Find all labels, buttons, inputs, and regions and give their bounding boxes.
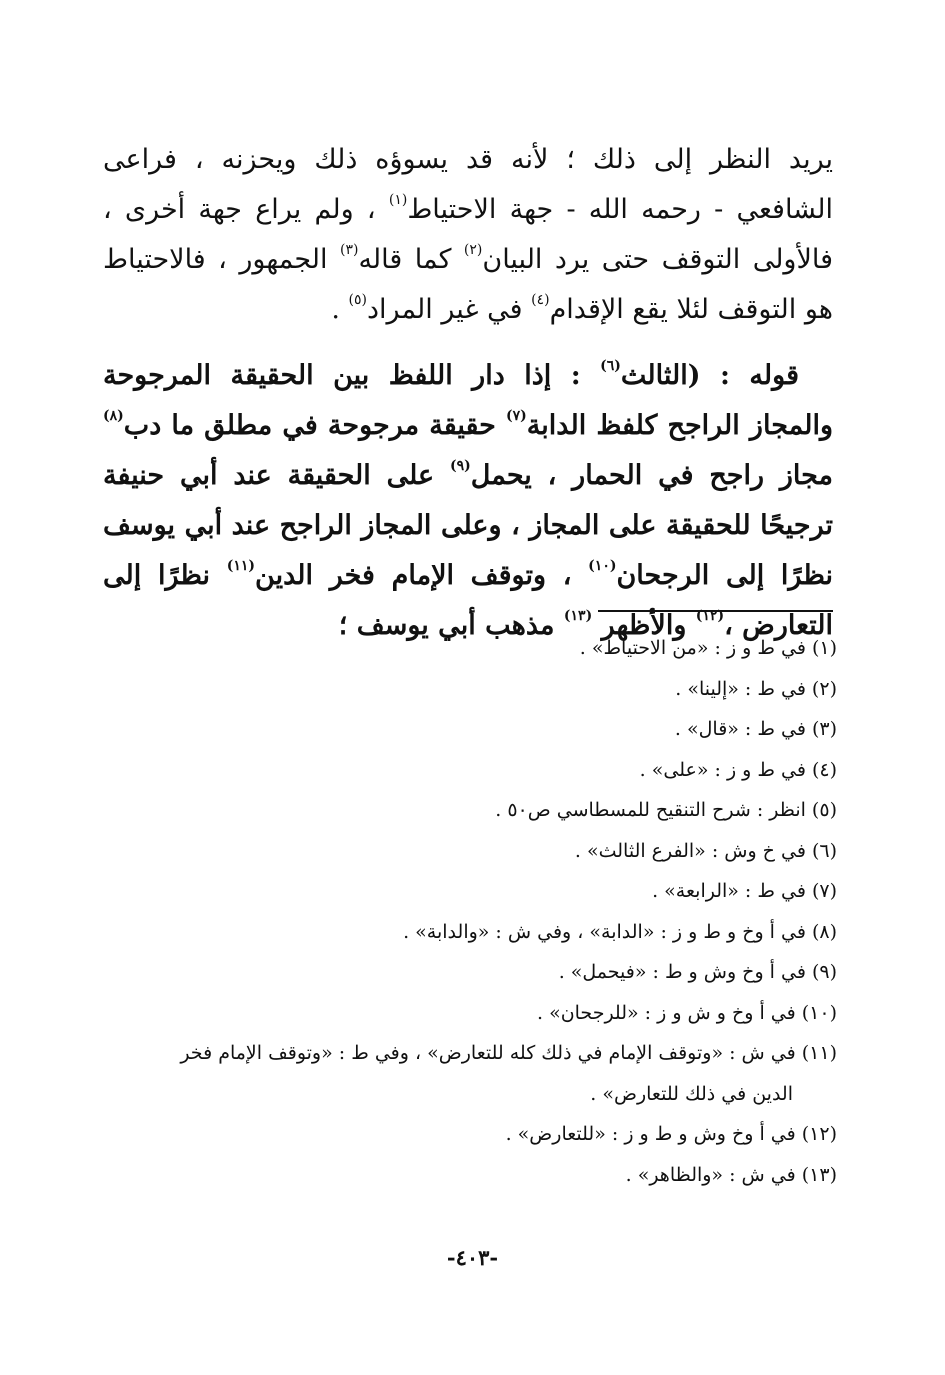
text-run: الجمهور ، فالاحتياط هو التوقف لئلا يقع الإقدام	[103, 244, 833, 325]
footnote: (٤) في ط و ز : «على» .	[639, 758, 837, 781]
footnote-ref-2: (٢)	[463, 242, 483, 258]
footnote: (٢) في ط : «إلينا» .	[675, 677, 837, 700]
text-run: في غير المراد	[367, 294, 532, 325]
footnote-ref-8: (٨)	[103, 408, 124, 424]
text-run: مجاز راجح في الحمار ، يحمل	[470, 460, 833, 491]
text-run: ، ولم يراع جهة أخرى ، فالأولى التوقف حتى يرد البيان	[103, 194, 833, 275]
footnote-ref-9: (٩)	[449, 458, 471, 474]
text-run: ، وتوقف الإمام فخر الدين	[255, 560, 589, 591]
footnote-ref-13: (١٣)	[563, 608, 593, 624]
footnote-ref-6: (٦)	[600, 358, 621, 374]
footnote: (٥) انظر : شرح التنقيح للمسطاسي ص٥٠ .	[495, 799, 837, 821]
footnote-separator	[598, 610, 833, 612]
text-run: نظرًا إلى التعارض ،	[103, 560, 833, 641]
main-text	[103, 135, 833, 651]
text-run: .	[331, 294, 349, 325]
footnote: (٦) في خ وش : «الفرع الثالث» .	[574, 839, 837, 862]
text-run: : إذا دار اللفظ بين الحقيقة المرجوحة والمجاز الراجح كلفظ الدابة	[103, 360, 833, 441]
paragraph-1	[103, 135, 833, 335]
footnote-ref-3: (٣)	[339, 242, 359, 258]
footnote-ref-10: (١٠)	[588, 558, 617, 574]
footnote: (٨) في أ وخ و ط و ز : «الدابة» ، وفي ش : «والدابة» .	[403, 920, 837, 943]
footnote: (١٣) في ش : «والظاهر» .	[625, 1163, 837, 1186]
footnote: (١٢) في أ وخ وش و ط و ز : «للتعارض» .	[505, 1123, 837, 1145]
text-run: حقيقة مرجوحة في مطلق ما دب	[123, 410, 507, 441]
footnote: (٧) في ط : «الرابعة» .	[652, 880, 837, 902]
footnote: (١٠) في أ وخ و ش و ز : «للرجحان» .	[536, 1001, 837, 1024]
footnote: (١) في ط و ز : «من الاحتياط» .	[579, 637, 837, 659]
text-run: كما قاله	[358, 244, 464, 275]
footnote-ref-1: (١)	[388, 192, 408, 208]
text-run: قوله : (الثالث	[620, 360, 799, 391]
text-run: على الحقيقة عند أبي حنيفة ترجيحًا للحقيقة على المجاز ، وعلى المجاز الراجح عند أبي يوسف نظرًا إلى الرجحان	[103, 460, 833, 591]
footnote: (١١) في ش : «وتوقف الإمام في ذلك كله للتعارض» ، وفي ط : «وتوقف الإمام فخر	[180, 1042, 837, 1064]
footnote-ref-11: (١١)	[226, 558, 256, 574]
footnote-continuation: الدين في ذلك للتعارض» .	[590, 1082, 793, 1105]
footnote-ref-5: (٥)	[348, 292, 368, 308]
footnote-ref-12: (١٢)	[695, 608, 725, 624]
text-run: مذهب أبي يوسف ؛	[338, 610, 564, 641]
footnotes-list	[117, 628, 837, 1195]
text-run: يريد النظر إلى ذلك ؛ لأنه قد يسوؤه ذلك ويحزنه ، فراعى الشافعي - رحمه الله - جهة الاحتياط	[103, 144, 833, 225]
footnote-ref-4: (٤)	[531, 292, 550, 308]
text-run: والأظهر	[592, 610, 696, 641]
footnote: (٣) في ط : «قال» .	[674, 718, 837, 740]
page-number: -٤٠٣-	[446, 1245, 499, 1270]
paragraph-2	[103, 351, 833, 651]
footnote: (٩) في أ وخ وش و ط : «فيحمل» .	[558, 961, 837, 983]
footnote-ref-7: (٧)	[506, 408, 527, 424]
